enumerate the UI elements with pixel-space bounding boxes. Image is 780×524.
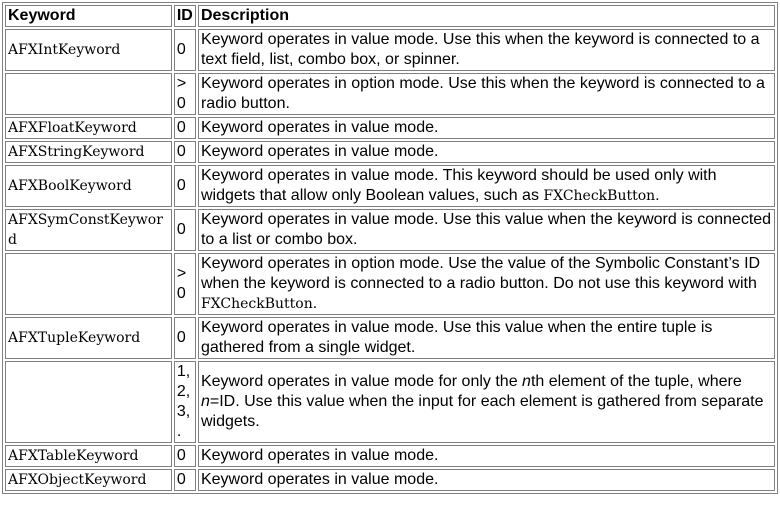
description-cell	[198, 165, 775, 207]
code-term: FXCheckButton	[543, 188, 656, 204]
table-row	[5, 469, 775, 491]
id-cell: 0	[174, 141, 196, 163]
description-cell	[198, 253, 775, 315]
keyword-cell: AFXStringKeyword	[5, 141, 172, 163]
keyword-cell: AFXBoolKeyword	[5, 165, 172, 207]
id-cell: 0	[174, 209, 196, 251]
description-cell	[198, 73, 775, 115]
description-text: th element of the tuple, where	[530, 373, 742, 390]
table-row	[5, 253, 775, 315]
description-cell	[198, 445, 775, 467]
keyword-cell: AFXFloatKeyword	[5, 117, 172, 139]
description-text: Keyword operates in option mode. Use this when the keyword is connected to a radio button.	[200, 75, 765, 112]
table-row	[5, 209, 775, 251]
id-cell: 0	[174, 117, 196, 139]
table-row	[5, 361, 775, 443]
keyword-cell	[5, 253, 172, 315]
table-row	[5, 317, 775, 359]
description-text: Keyword operates in value mode. Use this value when the entire tuple is gathered from a single widget.	[200, 319, 713, 356]
keyword-cell: AFXSymConstKeyword	[5, 209, 172, 251]
id-cell: > 0	[174, 253, 196, 315]
id-cell: 1, 2, 3,.	[174, 361, 196, 443]
description-text: Keyword operates in value mode.	[200, 447, 439, 464]
description-cell	[198, 29, 775, 71]
table-row	[5, 117, 775, 139]
table-row	[5, 445, 775, 467]
description-text: Keyword operates in value mode.	[200, 143, 439, 160]
id-cell: 0	[174, 29, 196, 71]
keyword-table	[2, 2, 778, 494]
description-text: Keyword operates in value mode.	[200, 119, 439, 136]
description-text: Keyword operates in option mode. Use the value of the Symbolic Constant’s ID when the keyword is connected to a radio button. Do not use this keyword with	[200, 255, 761, 292]
code-term: FXCheckButton	[200, 296, 313, 312]
description-cell	[198, 209, 775, 251]
table-row	[5, 141, 775, 163]
header-description: Description	[198, 5, 775, 27]
id-cell: >0	[174, 73, 196, 115]
header-id: ID	[174, 5, 196, 27]
keyword-cell: AFXTupleKeyword	[5, 317, 172, 359]
keyword-cell: AFXObjectKeyword	[5, 469, 172, 491]
keyword-cell: AFXTableKeyword	[5, 445, 172, 467]
table-row	[5, 165, 775, 207]
description-cell	[198, 317, 775, 359]
id-cell: 0	[174, 317, 196, 359]
id-cell: 0	[174, 445, 196, 467]
description-text: Keyword operates in value mode for only the	[200, 373, 523, 390]
description-text: .	[655, 187, 660, 204]
description-text: =ID. Use this value when the input for each element is gathered from separate widgets.	[200, 393, 764, 430]
table-row	[5, 73, 775, 115]
description-text: Keyword operates in value mode.	[200, 471, 439, 488]
table-row	[5, 29, 775, 71]
description-cell	[198, 141, 775, 163]
description-text: Keyword operates in value mode. Use this value when the keyword is connected to a list or combo box.	[200, 211, 772, 248]
keyword-cell: AFXIntKeyword	[5, 29, 172, 71]
keyword-cell	[5, 73, 172, 115]
description-text: Keyword operates in value mode. Use this when the keyword is connected to a text field, list, combo box, or spinner.	[200, 31, 760, 68]
id-cell: 0	[174, 469, 196, 491]
description-cell	[198, 361, 775, 443]
id-cell: 0	[174, 165, 196, 207]
table-header-row	[5, 5, 775, 27]
variable-term: n	[200, 393, 210, 410]
description-text: .	[312, 295, 318, 312]
table-body	[5, 29, 775, 491]
description-cell	[198, 469, 775, 491]
header-keyword: Keyword	[5, 5, 172, 27]
variable-term: n	[522, 373, 531, 390]
keyword-cell	[5, 361, 172, 443]
description-cell	[198, 117, 775, 139]
description-text: Keyword operates in value mode. This keyword should be used only with widgets that allow only Boolean values, such as	[200, 167, 717, 204]
